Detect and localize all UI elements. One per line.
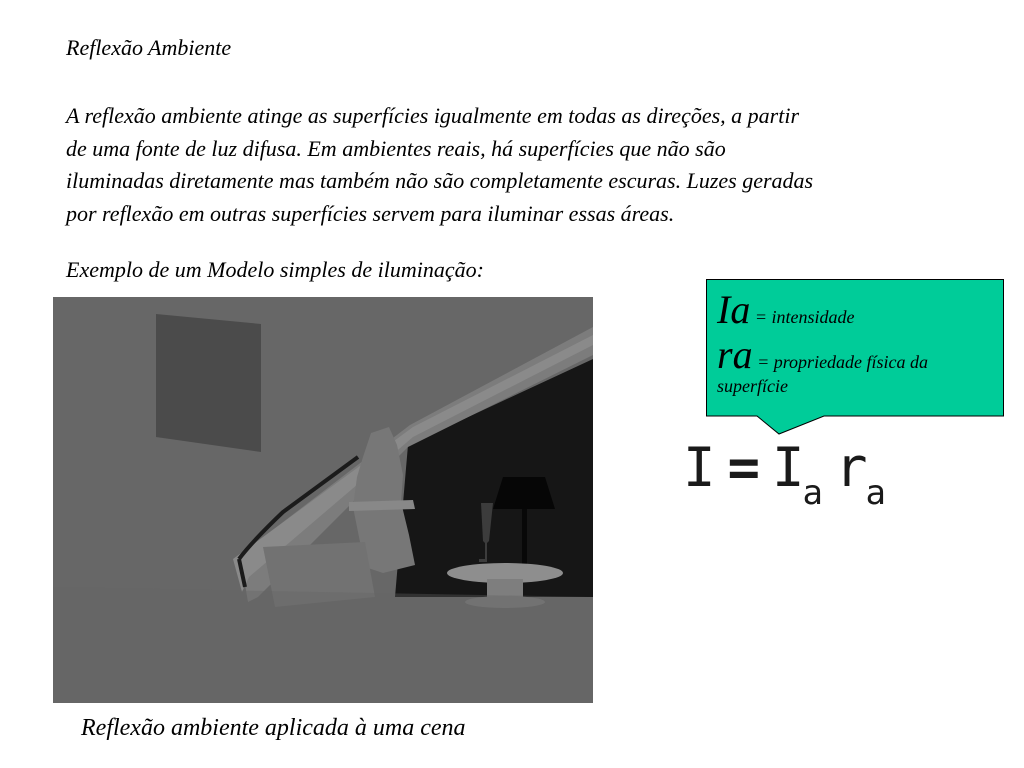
scene-caption: Reflexão ambiente aplicada à uma cena: [81, 715, 466, 741]
definition-reflectance: = propriedade física da superfície: [717, 352, 929, 396]
example-label: Exemplo de um Modelo simples de iluminação:: [66, 257, 484, 282]
paragraph-line: de uma fonte de luz difusa. Em ambientes reais, há superfícies que não são: [66, 135, 726, 161]
paragraph-line: por reflexão em outras superfícies servem para iluminar essas áreas.: [66, 200, 675, 226]
formula-equals: =: [727, 436, 759, 499]
formula-lhs: I: [683, 436, 714, 499]
paragraph-line: A reflexão ambiente atinge as superfícies igualmente em todas as direções, a partir: [66, 103, 800, 128]
callout-row-intensity: [717, 289, 1002, 331]
formula-term-reflectance: r: [835, 436, 866, 499]
definition-intensity: = intensidade: [750, 307, 855, 327]
callout-row-reflectance: [717, 332, 1002, 399]
ambient-scene-image: [53, 297, 593, 703]
symbol-ia: Ia: [717, 287, 751, 332]
formula-term-intensity: I: [772, 436, 803, 499]
description-paragraph: [66, 100, 946, 230]
paragraph-line: iluminadas diretamente mas também não são completamente escuras. Luzes geradas: [66, 168, 814, 193]
ambient-formula: [683, 433, 884, 513]
formula-term-reflectance-sub: a: [865, 473, 885, 513]
slide-title: Reflexão Ambiente: [66, 35, 232, 60]
formula-term-intensity-sub: a: [802, 473, 822, 513]
symbol-ra: ra: [717, 332, 753, 377]
definition-callout: [706, 279, 1004, 416]
callout-text: [717, 289, 1002, 399]
